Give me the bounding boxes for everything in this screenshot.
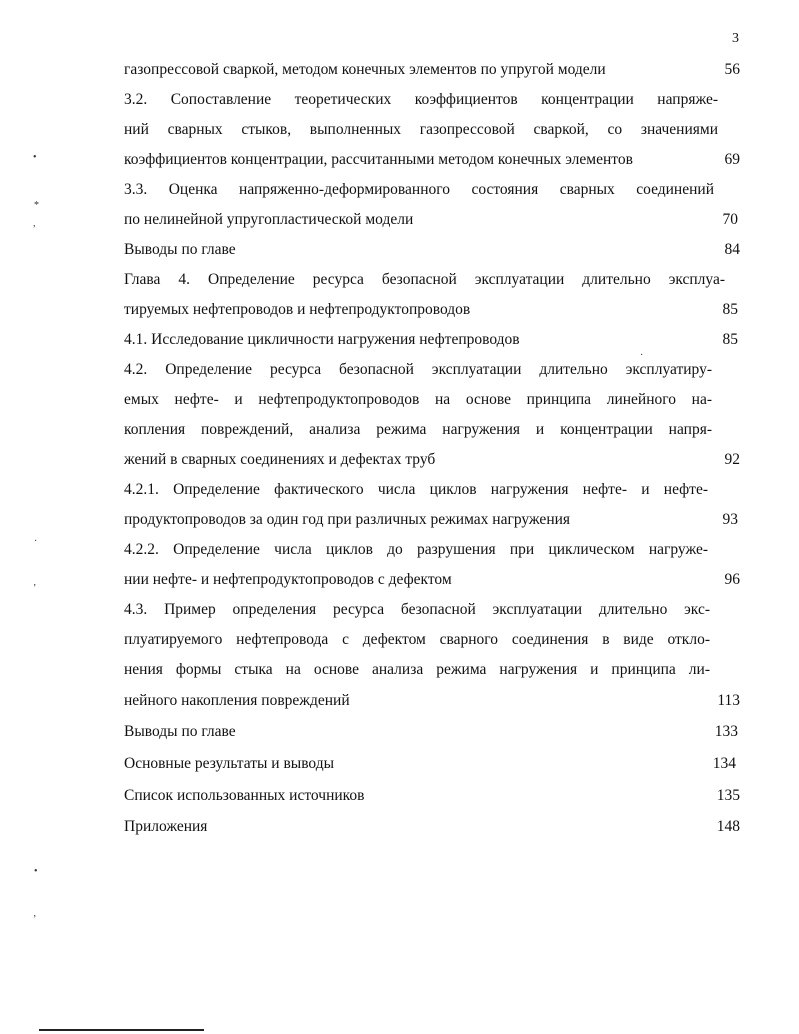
toc-line-page: 96 (724, 571, 740, 588)
toc-line-text: Список использованных источников (124, 787, 365, 804)
toc-line (124, 816, 740, 838)
toc-line-page: 133 (714, 723, 738, 740)
toc-line-page: 134 (712, 755, 736, 772)
toc-line (124, 690, 740, 712)
toc-line-page: 135 (716, 787, 740, 804)
toc-line (124, 785, 740, 807)
toc-line-page: 70 (722, 211, 738, 228)
scan-speck: · (640, 350, 644, 361)
toc-line (124, 239, 740, 261)
toc-line-text: коэффициентов концентрации, рассчитанными методом конечных элементов (124, 151, 633, 168)
toc-line-text: нии нефте- и нефтепродуктопроводов с дефектом (124, 571, 452, 588)
toc-line-page: 56 (724, 61, 740, 78)
toc-line-text: 3.2. Сопоставление теоретических коэффициентов концентрации напряже- (124, 91, 718, 108)
toc-line-text: емых нефте- и нефтепродуктопроводов на основе принципа линейного на- (124, 391, 712, 408)
toc-line (124, 599, 740, 621)
scan-speck: · (34, 536, 38, 547)
toc-line-text: 4.3. Пример определения ресурса безопасной эксплуатации длительно экс- (124, 601, 710, 618)
toc-line (124, 659, 740, 681)
toc-line-page: 148 (716, 818, 740, 835)
scan-speck: • (34, 866, 38, 877)
toc-line-page: 85 (722, 331, 738, 348)
scan-speck: ʼ (33, 914, 37, 925)
toc-line (124, 299, 740, 321)
toc-line-text: газопрессовой сваркой, методом конечных элементов по упругой модели (124, 61, 606, 78)
toc-line (124, 479, 740, 501)
toc-line (124, 179, 740, 201)
toc-line (124, 419, 740, 441)
page-number: 3 (732, 31, 739, 46)
scan-speck: • (33, 152, 37, 163)
toc-line-text: по нелинейной упругопластической модели (124, 211, 414, 228)
toc-line-text: продуктопроводов за один год при различных режимах нагружения (124, 511, 571, 528)
toc-line-text: плуатируемого нефтепровода с дефектом сварного соединения в виде откло- (124, 631, 710, 648)
toc-line (124, 509, 740, 531)
toc-line-text: 4.1. Исследование цикличности нагружения нефтепроводов (124, 331, 520, 348)
toc-line (124, 209, 740, 231)
scan-speck: , (33, 218, 36, 229)
toc-line-text: жений в сварных соединениях и дефектах труб (124, 451, 436, 468)
toc-line-page: 85 (722, 301, 738, 318)
toc-line-text: копления повреждений, анализа режима нагружения и концентрации напря- (124, 421, 712, 438)
toc-line-text: Глава 4. Определение ресурса безопасной эксплуатации длительно эксплуа- (124, 271, 725, 288)
toc-line (124, 359, 740, 381)
scan-speck: ʼ (33, 583, 37, 594)
toc-line-page: 92 (724, 451, 740, 468)
toc-line-text: нения формы стыка на основе анализа режима нагружения и принципа ли- (124, 661, 710, 678)
toc-line-text: Выводы по главе (124, 241, 236, 258)
toc-line-page: 69 (724, 151, 740, 168)
toc-line (124, 89, 740, 111)
toc-line (124, 329, 740, 351)
toc-line (124, 269, 740, 291)
toc-line (124, 449, 740, 471)
toc-line (124, 59, 740, 81)
toc-line-page: 113 (717, 692, 740, 709)
toc-line-text: ний сварных стыков, выполненных газопрессовой сваркой, со значениями (124, 121, 718, 138)
bottom-rule (39, 1029, 204, 1031)
toc-line-text: 4.2.2. Определение числа циклов до разрушения при циклическом нагруже- (124, 541, 708, 558)
toc-line (124, 629, 740, 651)
toc-line-text: Приложения (124, 818, 208, 835)
toc-line-text: 3.3. Оценка напряженно-деформированного состояния сварных соединений (124, 181, 714, 198)
toc-line (124, 119, 740, 141)
toc-line-text: тируемых нефтепроводов и нефтепродуктопроводов (124, 301, 471, 318)
toc-line-text: нейного накопления повреждений (124, 692, 350, 709)
toc-line-text: Выводы по главе (124, 723, 236, 740)
toc-line-text: Основные результаты и выводы (124, 755, 335, 772)
scan-speck: * (34, 200, 39, 211)
toc-line-text: 4.2. Определение ресурса безопасной эксплуатации длительно эксплуатиру- (124, 361, 712, 378)
toc-line (124, 753, 740, 775)
toc-line (124, 389, 740, 411)
toc-line (124, 721, 740, 743)
toc-line (124, 149, 740, 171)
toc-line (124, 539, 740, 561)
toc-line-page: 84 (724, 241, 740, 258)
toc-line-text: 4.2.1. Определение фактического числа циклов нагружения нефте- и нефте- (124, 481, 708, 498)
toc-line-page: 93 (722, 511, 738, 528)
toc-line (124, 569, 740, 591)
